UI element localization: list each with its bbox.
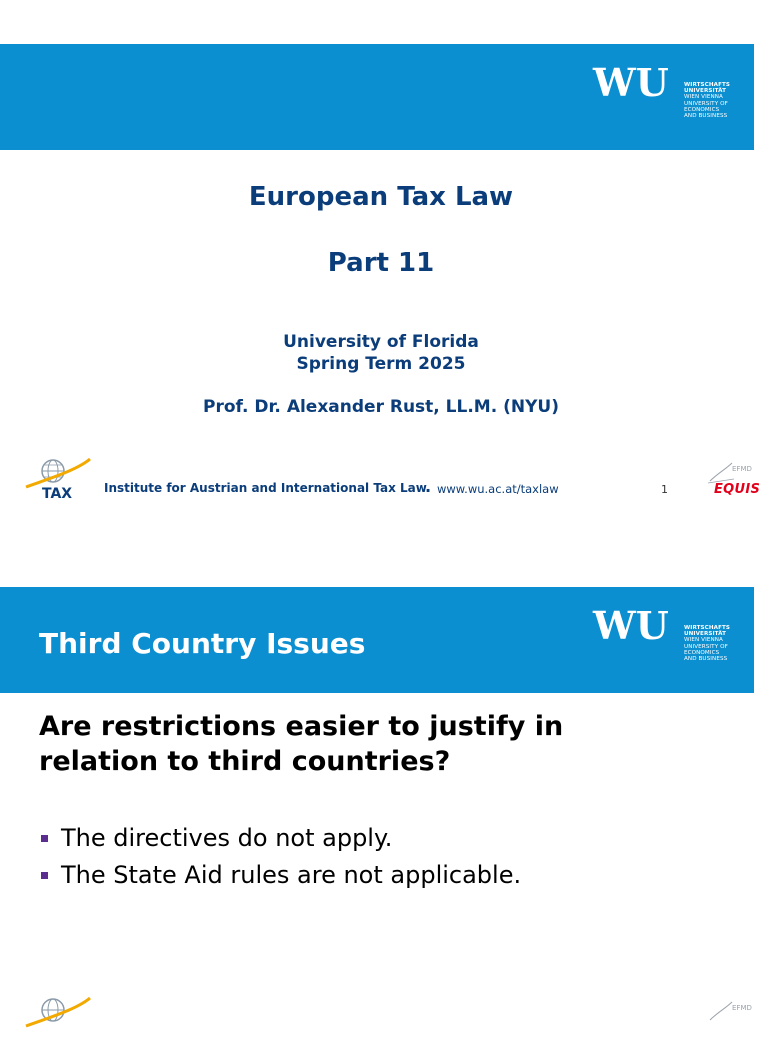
equis-logo <box>704 459 761 499</box>
wu-logo <box>591 62 731 124</box>
institute-url[interactable]: www.wu.ac.at/taxlaw <box>437 482 559 496</box>
university-name: University of Florida <box>283 332 479 352</box>
wu-logo-line: ECONOMICS <box>684 649 720 656</box>
equis-label: EQUIS <box>714 482 761 497</box>
footer-separator: . <box>425 477 432 496</box>
efmd-label: EFMD <box>732 465 752 473</box>
term-name: Spring Term 2025 <box>296 354 466 374</box>
efmd-label: EFMD <box>732 1004 752 1012</box>
institute-name: Institute for Austrian and International Tax Law <box>104 481 427 495</box>
wu-logo-line: UNIVERSITÄT <box>684 88 727 95</box>
slide-header-banner <box>0 44 754 150</box>
slide-1 <box>0 44 761 504</box>
professor-name: Prof. Dr. Alexander Rust, LL.M. (NYU) <box>203 397 559 417</box>
wu-logo-text <box>684 625 734 662</box>
wu-logo <box>591 605 731 667</box>
course-title: European Tax Law <box>248 182 514 212</box>
wu-logo-line: ECONOMICS <box>684 106 720 113</box>
wu-logo-line: UNIVERSITÄT <box>684 631 727 638</box>
square-bullet-icon <box>41 872 48 879</box>
square-bullet-icon <box>41 835 48 842</box>
page-number: 1 <box>661 483 668 496</box>
equis-logo <box>704 998 756 1038</box>
slide-footer <box>0 992 754 1042</box>
wu-logo-mark <box>591 60 687 105</box>
bullet-list <box>39 820 521 894</box>
bullet-text: The State Aid rules are not applicable. <box>61 861 522 889</box>
slide-footer <box>0 453 761 503</box>
wu-logo-line: WIEN VIENNA <box>684 637 723 644</box>
tax-institute-logo <box>24 996 92 1040</box>
wu-logo-line: UNIVERSITY OF <box>684 100 728 107</box>
wu-logo-line: WIRTSCHAFTS <box>684 625 731 631</box>
slide-question: Are restrictions easier to justify in relation to third countries? <box>39 711 564 777</box>
slide-header-banner <box>0 587 754 693</box>
wu-logo-line: WIEN VIENNA <box>684 94 723 101</box>
bullet-text: The directives do not apply. <box>61 824 393 852</box>
wu-logo-line: WIRTSCHAFTS <box>684 82 731 88</box>
wu-logo-letters: WU <box>593 60 669 105</box>
wu-logo-letters: WU <box>593 603 669 648</box>
bullet-item <box>39 857 521 894</box>
slide-2 <box>0 587 754 1024</box>
bullet-item <box>39 820 521 857</box>
part-title: Part 11 <box>327 248 435 278</box>
wu-logo-line: AND BUSINESS <box>684 656 728 663</box>
tax-logo-text: TAX <box>42 486 73 502</box>
wu-logo-mark <box>591 603 687 648</box>
slide-title: Third Country Issues <box>39 627 366 660</box>
wu-logo-line: UNIVERSITY OF <box>684 643 728 650</box>
wu-logo-line: AND BUSINESS <box>684 113 728 120</box>
wu-logo-text <box>684 82 734 119</box>
tax-institute-logo <box>24 457 92 501</box>
